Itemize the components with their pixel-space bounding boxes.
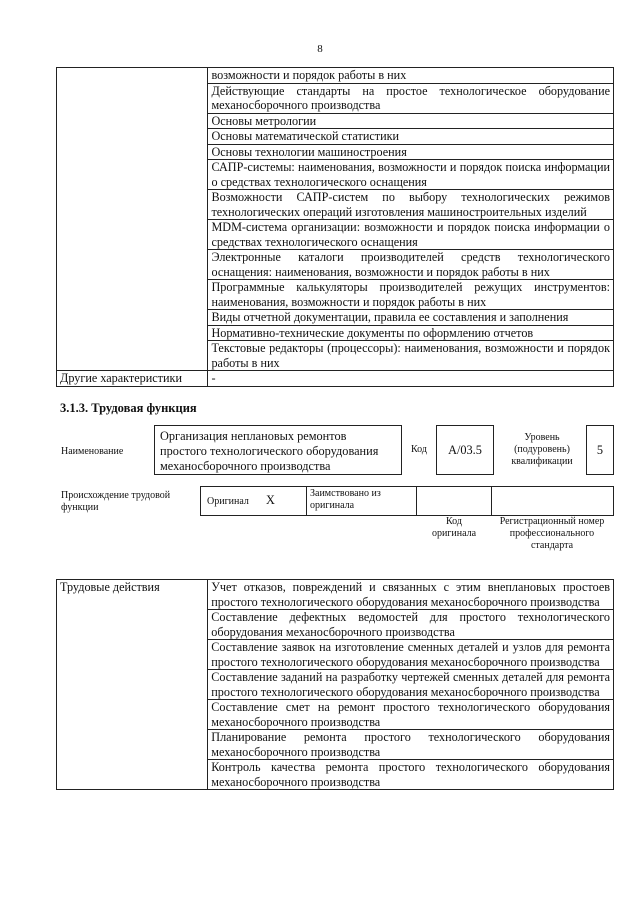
knowledge-cell: Текстовые редакторы (процессоры): наименования, возможности и порядок работы в них: [208, 341, 614, 371]
original-label: Оригинал: [207, 496, 249, 507]
labor-actions-table: [56, 579, 614, 790]
knowledge-cell: Возможности САПР-систем по выбору технологических режимов технологических операций изготовления машиностроительных изделий: [208, 190, 614, 220]
name-value: Организация неплановых ремонтов простого технологического оборудования механосборочного производства: [154, 425, 402, 475]
knowledge-cell: MDM-система организации: возможности и порядок поиска информации о средствах технологического оснащения: [208, 220, 614, 250]
code-caption: Код оригинала: [431, 516, 477, 539]
name-label: Наименование: [61, 446, 124, 457]
knowledge-cell: Основы метрологии: [208, 113, 614, 129]
knowledge-cell: возможности и порядок работы в них: [208, 68, 614, 84]
table-row: [57, 68, 614, 84]
page-number: 8: [317, 43, 323, 55]
labor-action-cell: Планирование ремонта простого технологического оборудования механосборочного производства: [208, 730, 614, 760]
knowledge-cell: Виды отчетной документации, правила ее составления и заполнения: [208, 310, 614, 326]
knowledge-cell: Нормативно-технические документы по оформлению отчетов: [208, 325, 614, 341]
knowledge-label-cell: [57, 68, 208, 371]
labor-action-cell: Составление заданий на разработку чертежей сменных деталей для ремонта простого технологического оборудования механосборочного производства: [208, 670, 614, 700]
labor-actions-label: Трудовые действия: [57, 580, 208, 790]
knowledge-cell: САПР-системы: наименования, возможности и порядок поиска информации о средствах технологического оснащения: [208, 160, 614, 190]
labor-action-cell: Составление заявок на изготовление сменных деталей и узлов для ремонта простого технологического оборудования механосборочного производства: [208, 640, 614, 670]
original-mark: X: [266, 493, 275, 507]
knowledge-cell: Основы технологии машиностроения: [208, 144, 614, 160]
knowledge-cell: Электронные каталоги производителей средств технологического оснащения: наименования, возможности и порядок работы в них: [208, 250, 614, 280]
borrowed-label: Заимствовано из оригинала: [310, 488, 381, 511]
code-label: Код: [411, 444, 427, 455]
knowledge-table: [56, 67, 614, 387]
level-label: Уровень (подуровень) квалификации: [511, 432, 573, 467]
knowledge-cell: Действующие стандарты на простое технологическое оборудование механосборочного производства: [208, 83, 614, 113]
labor-action-cell: Составление смет на ремонт простого технологического оборудования механосборочного производства: [208, 700, 614, 730]
registration-caption: Регистрационный номер профессионального стандарта: [499, 516, 605, 551]
table-row: [57, 580, 614, 610]
other-characteristics-value: -: [208, 371, 614, 387]
other-characteristics-label: Другие характеристики: [57, 371, 208, 387]
origin-label: Происхождение трудовой функции: [61, 490, 171, 513]
labor-action-cell: Составление дефектных ведомостей для простого технологического оборудования механосборочного производства: [208, 610, 614, 640]
divider: [491, 486, 492, 516]
labor-action-cell: Контроль качества ремонта простого технологического оборудования механосборочного производства: [208, 760, 614, 790]
knowledge-cell: Программные калькуляторы производителей режущих инструментов: наименования, возможности и порядок работы в них: [208, 280, 614, 310]
labor-action-cell: Учет отказов, повреждений и связанных с этим внеплановых простоев простого технологического оборудования механосборочного производства: [208, 580, 614, 610]
divider: [306, 486, 307, 516]
level-value: 5: [586, 425, 614, 475]
divider: [416, 486, 417, 516]
code-value: A/03.5: [436, 425, 494, 475]
section-heading: 3.1.3. Трудовая функция: [60, 401, 197, 415]
knowledge-cell: Основы математической статистики: [208, 129, 614, 145]
table-row: [57, 371, 614, 387]
